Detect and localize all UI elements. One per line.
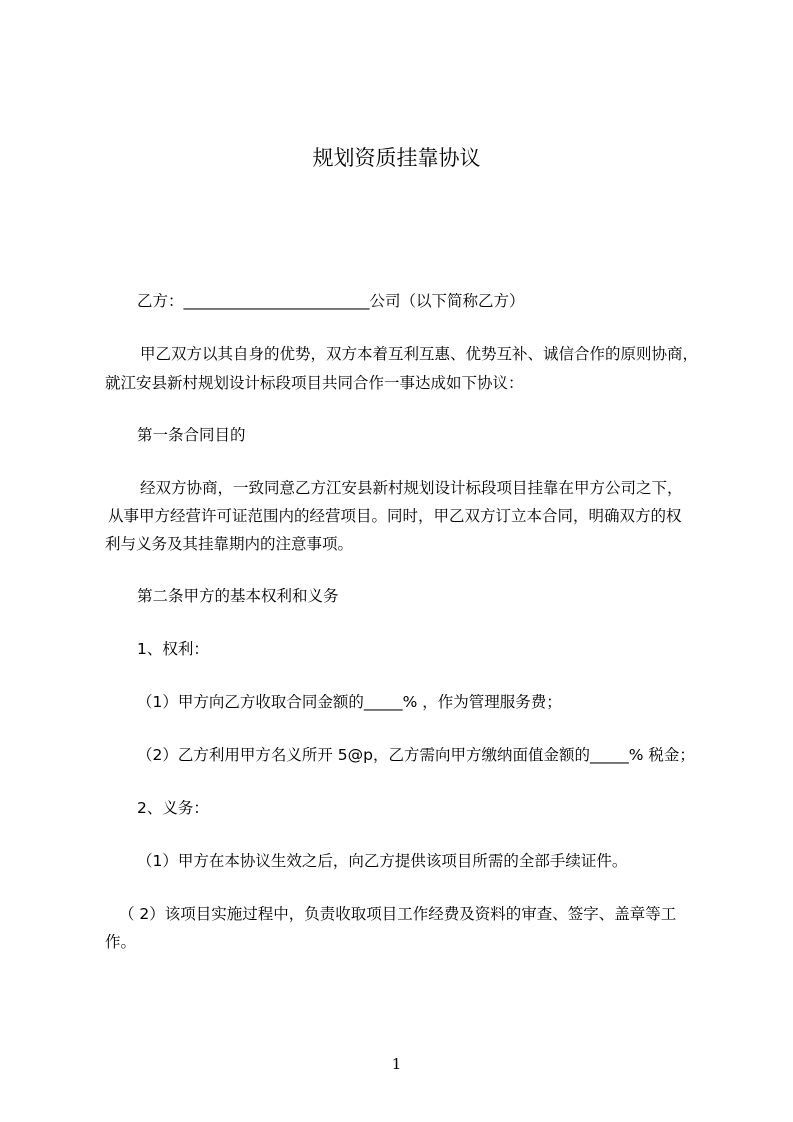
right-item-2: （2）乙方利用甲方名义所开 5@p，乙方需向甲方缴纳面值金额的_____% 税金； xyxy=(137,746,695,764)
duty-item-2-line-1: （ 2）该项目实施过程中，负责收取项目工作经费及资料的审查、签字、盖章等工 xyxy=(119,905,677,923)
article-1-heading: 第一条合同目的 xyxy=(137,426,246,444)
article-1-paragraph-line-1: 经双方协商，一致同意乙方江安县新村规划设计标段项目挂靠在甲方公司之下， xyxy=(140,479,683,497)
rights-heading: 1、权利： xyxy=(137,640,209,658)
right-item-1: （1）甲方向乙方收取合同金额的_____% ，作为管理服务费； xyxy=(137,693,562,711)
article-1-paragraph-line-3: 利与义务及其挂靠期内的注意事项。 xyxy=(105,535,354,553)
duties-heading: 2、义务： xyxy=(137,799,209,817)
article-1-paragraph-line-2: 从事甲方经营许可证范围内的经营项目。同时，甲乙双方订立本合同，明确双方的权 xyxy=(108,507,682,525)
duty-item-2-line-2: 作。 xyxy=(105,933,137,951)
intro-paragraph-line-2: 就江安县新村规划设计标段项目共同合作一事达成如下协议： xyxy=(105,374,524,392)
duty-item-1: （1）甲方在本协议生效之后，向乙方提供该项目所需的全部手续证件。 xyxy=(137,852,628,870)
document-title: 规划资质挂靠协议 xyxy=(312,146,481,170)
page-number: 1 xyxy=(391,1055,402,1073)
intro-paragraph-line-1: 甲乙双方以其自身的优势，双方本着互利互惠、优势互补、诚信合作的原则协商， xyxy=(140,345,699,363)
party-b-line: 乙方：________________________公司（以下简称乙方） xyxy=(137,292,525,310)
article-2-heading: 第二条甲方的基本权利和义务 xyxy=(137,587,339,605)
